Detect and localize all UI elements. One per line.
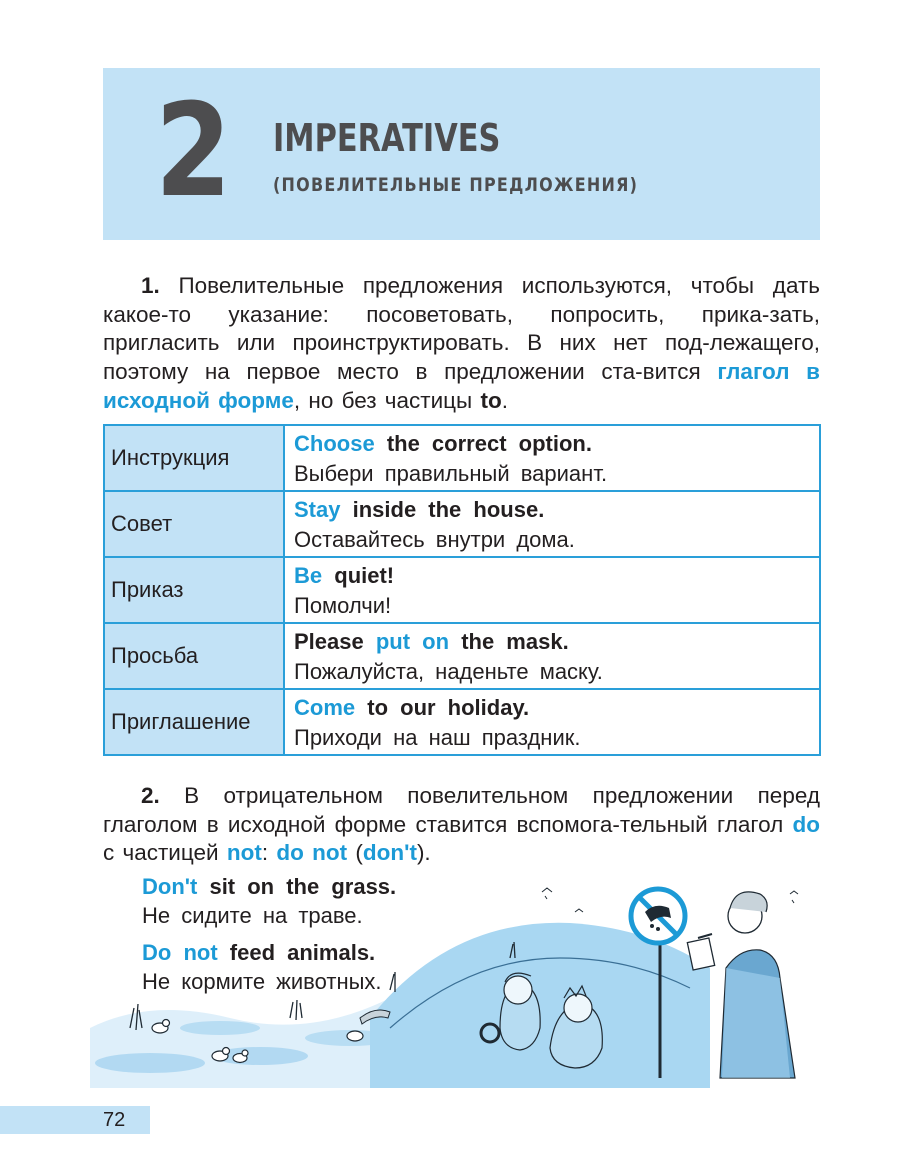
table-row <box>104 623 820 689</box>
punctuation: : <box>261 840 269 866</box>
english-rest: inside the house. <box>352 497 545 522</box>
table-type-cell: Совет <box>104 491 284 557</box>
section-1-paragraph <box>103 272 820 416</box>
page-number: 72 <box>103 1109 126 1131</box>
particle-term: not <box>226 840 262 866</box>
highlight-term: глагол в исходной форме <box>103 359 820 413</box>
table-example-cell <box>284 491 820 557</box>
chapter-title: IMPERATIVES <box>273 116 501 160</box>
punctuation: ). <box>416 840 431 866</box>
english-example <box>294 693 819 723</box>
table-type-cell: Приглашение <box>104 689 284 755</box>
table-example-cell <box>284 689 820 755</box>
russian-translation: Не кормите животных. <box>142 969 382 994</box>
english-example <box>294 495 819 525</box>
russian-translation: Оставайтесь внутри дома. <box>294 527 575 552</box>
paragraph-text: с частицей <box>103 840 219 866</box>
short-form: don't <box>362 840 417 866</box>
full-form: do not <box>276 840 348 866</box>
chapter-subtitle: (ПОВЕЛИТЕЛЬНЫЕ ПРЕДЛОЖЕНИЯ) <box>273 174 639 196</box>
imperative-verb: Don't <box>142 874 198 899</box>
table-example-cell <box>284 425 820 491</box>
aux-verb: do <box>792 811 820 837</box>
russian-translation: Помолчи! <box>294 593 392 618</box>
paragraph-text: Повелительные предложения используются, чтобы дать какое-то указание: посоветовать, попросить, прика-зать, пригласить или проинструктировать. В них нет под-лежащего, поэтому на первое место в предложении ста-вится <box>103 273 820 385</box>
table-type-cell: Инструкция <box>104 425 284 491</box>
section-number: 2. <box>141 783 160 808</box>
russian-translation: Не сидите на траве. <box>142 903 363 928</box>
russian-translation: Пожалуйста, наденьте маску. <box>294 659 603 684</box>
russian-translation: Приходи на наш праздник. <box>294 725 581 750</box>
punctuation: ( <box>355 840 363 866</box>
imperative-verb: put on <box>375 629 450 654</box>
english-rest: the mask. <box>461 629 569 654</box>
section-number: 1. <box>141 273 160 298</box>
table-row <box>104 425 820 491</box>
table-row <box>104 689 820 755</box>
english-example <box>294 561 819 591</box>
table-example-cell <box>284 623 820 689</box>
page-number-bar <box>0 1106 150 1134</box>
table-row <box>104 491 820 557</box>
paragraph-text: В отрицательном повелительном предложении перед глаголом в исходной форме ставится вспомога-тельный глагол <box>103 783 820 837</box>
particle-term: to <box>480 387 502 413</box>
english-rest: the correct option. <box>386 431 592 456</box>
imperative-verb: Do not <box>142 940 218 965</box>
table-row <box>104 557 820 623</box>
table-type-cell: Просьба <box>104 623 284 689</box>
table-example-cell <box>284 557 820 623</box>
section-2-paragraph <box>103 782 820 868</box>
table-type-cell: Приказ <box>104 557 284 623</box>
imperative-verb: Choose <box>294 431 375 456</box>
russian-translation: Выбери правильный вариант. <box>294 461 608 486</box>
english-rest: quiet! <box>334 563 395 588</box>
imperative-verb: Stay <box>294 497 341 522</box>
english-pre: Please <box>294 629 364 654</box>
paragraph-text: , но без частицы <box>293 387 473 413</box>
english-rest: feed animals. <box>229 940 376 965</box>
imperative-verb: Come <box>294 695 356 720</box>
english-example <box>294 429 819 459</box>
imperative-verb: Be <box>294 563 323 588</box>
paragraph-text: . <box>501 387 509 413</box>
chapter-header <box>103 68 820 240</box>
chapter-number: 2 <box>155 77 232 226</box>
park-illustration <box>90 878 830 1088</box>
english-example <box>294 627 819 657</box>
english-rest: to our holiday. <box>367 695 530 720</box>
english-rest: sit on the grass. <box>209 874 397 899</box>
imperatives-table <box>103 424 821 756</box>
